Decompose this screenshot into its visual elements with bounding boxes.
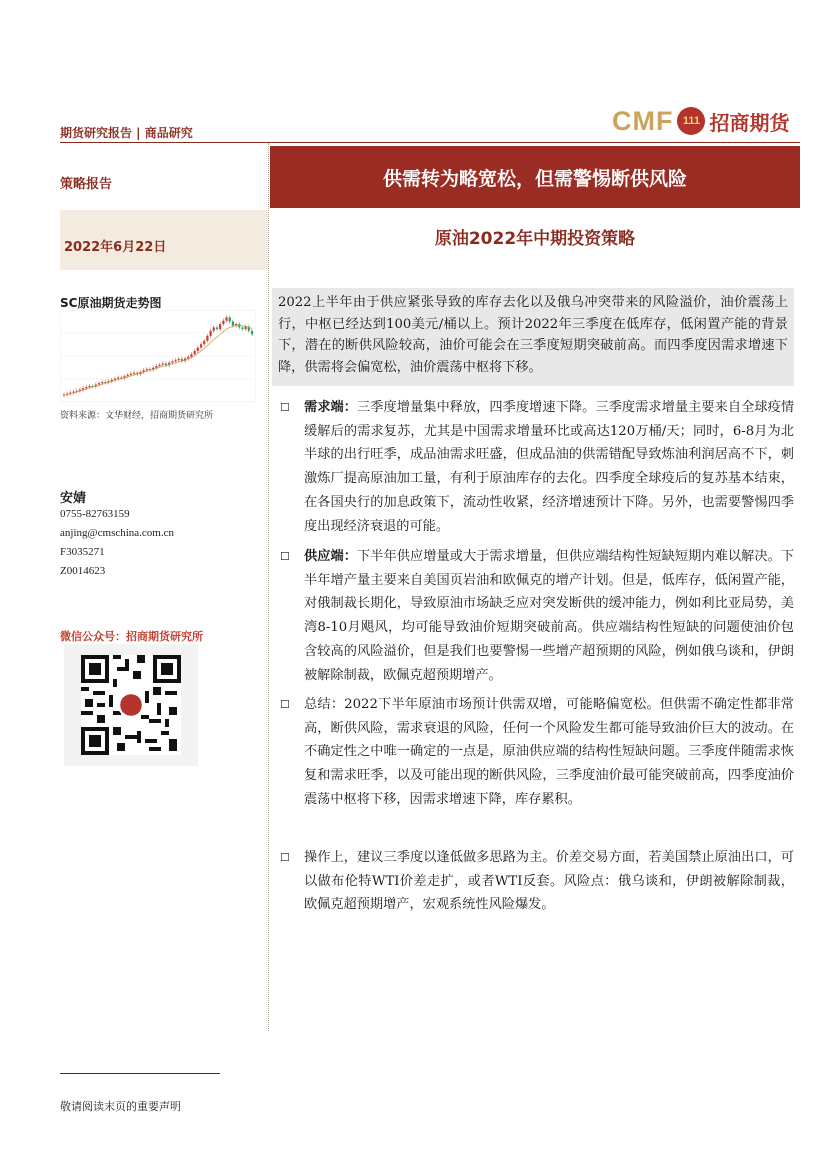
author-name: 安婧	[60, 491, 87, 506]
column-divider	[268, 143, 269, 1031]
bullet-text: 操作上，建议三季度以逢低做多思路为主。价差交易方面，若美国禁止原油出口，可以做布伦特WTI价差走扩，或者WTI反套。风险点：俄乌谈和，伊朗被解除制裁，欧佩克超预期增产，宏观系统性风险爆发。	[304, 850, 794, 913]
wechat-label: 微信公众号：招商期货研究所	[60, 630, 203, 643]
logo-cmf-text: CMF	[612, 105, 674, 136]
report-subtitle: 原油2022年中期投资策略	[434, 229, 636, 249]
author-license-f: F3035271	[60, 546, 105, 558]
report-date: 2022年6月22日	[64, 240, 167, 255]
author-phone: 0755-82763159	[60, 508, 130, 520]
checkbox-icon: ☐	[280, 550, 290, 563]
brand-logo	[612, 103, 789, 139]
qr-code-icon	[81, 655, 181, 755]
checkbox-icon: ☐	[280, 401, 290, 414]
bullet-label: 供应端：	[304, 549, 357, 564]
author-license-z: Z0014623	[60, 565, 106, 577]
chart-source: 资料来源：文华财经，招商期货研究所	[60, 411, 214, 421]
footer-divider	[60, 1073, 220, 1074]
footer-disclaimer: 敬请阅读末页的重要声明	[60, 1100, 181, 1113]
checkbox-icon: ☐	[280, 851, 290, 864]
bullet-text: 下半年供应增量或大于需求增量，但供应端结构性短缺短期内难以解决。下半年增产量主要来自美国页岩油和欧佩克的增产计划。但是，低库存，低闲置产能，对俄制裁长期化，导致原油市场缺乏应对突发断供的缓冲能力，例如利比亚局势，美湾8-10月飓风，均可能导致油价短期突破前高。供应端结构性短缺的问题使油价包含较高的风险溢价，但是我们也要警惕一些增产超预期的风险，例如俄乌谈和，伊朗被解除制裁，欧佩克超预期增产。	[304, 549, 795, 683]
bullet-supply	[280, 545, 794, 687]
checkbox-icon: ☐	[280, 698, 290, 711]
header-left-text: 期货研究报告 | 商品研究	[60, 126, 193, 140]
bullet-summary	[280, 693, 794, 812]
bullet-label: 需求端：	[304, 400, 357, 415]
report-type-label: 策略报告	[60, 177, 113, 192]
summary-box: 2022上半年由于供应紧张导致的库存去化以及俄乌冲突带来的风险溢价，油价震荡上行，中枢已经达到100美元/桶以上。预计2022年三季度在低库存，低闲置产能的背景下，潜在的断供风险较高，油价可能会在三季度短期突破前高。而四季度因需求增速下降，供需将会偏宽松，油价震荡中枢将下移。	[272, 288, 794, 386]
header-divider	[60, 142, 800, 143]
chart-title: SC原油期货走势图	[60, 296, 162, 310]
title-bar	[270, 146, 800, 208]
bullet-operation	[280, 846, 794, 917]
bullet-demand	[280, 396, 794, 538]
price-chart	[60, 310, 256, 402]
bullet-text: 总结：2022下半年原油市场预计供需双增，可能略偏宽松。但供需不确定性都非常高，断供风险，需求衰退的风险，任何一个风险发生都可能导致油价巨大的波动。在不确定性之中唯一确定的一点是，原油供应端的结构性短缺问题。三季度伴随需求恢复和需求旺季，以及可能出现的断供风险，三季度油价最可能突破前高，四季度油价震荡中枢将下移，因需求增速下降，库存累积。	[304, 697, 794, 807]
report-title: 供需转为略宽松，但需警惕断供风险	[382, 167, 687, 190]
bullet-text: 三季度增量集中释放，四季度增速下降。三季度需求增量主要来自全球疫情缓解后的需求复苏，尤其是中国需求增量环比或高达120万桶/天；同时，6-8月为北半球的出行旺季，成品油需求旺盛，但成品油的供需错配导致炼油利润居高不下，刺激炼厂提高原油加工量，有利于原油库存的去化。四季度全球疫后的复苏基本结束，在各国央行的加息政策下，流动性收紧，经济增速预计下降。另外，也需要警惕四季度出现经济衰退的可能。	[304, 400, 795, 534]
logo-emblem-icon: 111	[677, 107, 705, 135]
author-email[interactable]: anjing@cmschina.com.cn	[60, 527, 174, 539]
qr-code-panel	[64, 644, 198, 766]
logo-cn-text: 招商期货	[709, 110, 790, 135]
